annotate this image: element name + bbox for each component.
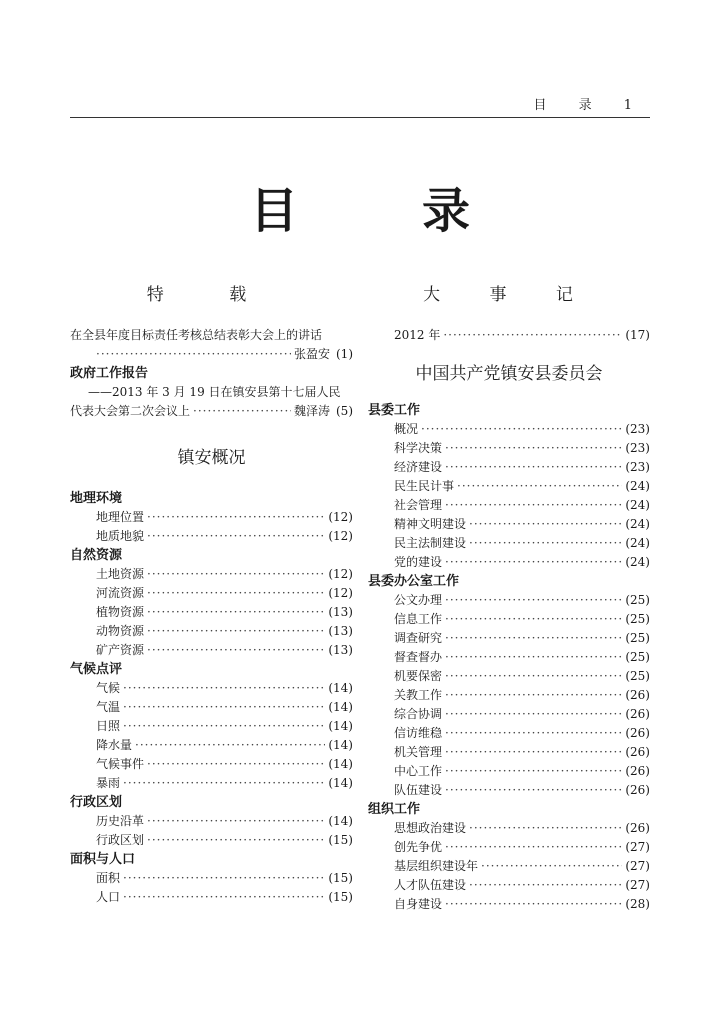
section-heading-party: 中国共产党镇安县委员会 xyxy=(415,364,603,384)
toc-page: (28) xyxy=(625,897,650,911)
toc-entry[interactable] xyxy=(70,622,353,641)
toc-entry[interactable] xyxy=(70,679,353,698)
toc-page: (14) xyxy=(328,700,353,714)
leader-dots xyxy=(469,876,622,895)
toc-right-column xyxy=(368,280,650,914)
toc-page: (15) xyxy=(328,871,353,885)
toc-category[interactable]: 气候点评 xyxy=(70,662,123,677)
toc-entry-text: 气候事件 xyxy=(96,757,145,771)
toc-entry-text: 信息工作 xyxy=(394,612,443,626)
toc-entry[interactable] xyxy=(368,534,650,553)
leader-dots xyxy=(445,781,622,800)
leader-dots xyxy=(445,496,622,515)
toc-category[interactable]: 组织工作 xyxy=(368,802,421,817)
leader-dots xyxy=(147,755,325,774)
toc-page: (26) xyxy=(625,745,650,759)
toc-entry-text: 地理位置 xyxy=(96,510,145,524)
toc-entry-text: 党的建设 xyxy=(394,555,443,569)
toc-entry-text: 关教工作 xyxy=(394,688,443,702)
toc-entry[interactable] xyxy=(70,755,353,774)
toc-entry[interactable] xyxy=(368,838,650,857)
toc-page: (24) xyxy=(625,536,650,550)
toc-entry-text: 气候 xyxy=(96,681,121,695)
toc-entry[interactable] xyxy=(368,819,650,838)
toc-entry-text: 民生民计事 xyxy=(394,479,455,493)
leader-dots xyxy=(147,603,325,622)
toc-page: (25) xyxy=(625,593,650,607)
toc-page: (24) xyxy=(625,479,650,493)
leader-dots xyxy=(445,667,622,686)
toc-entry-text: 人才队伍建设 xyxy=(394,878,467,892)
toc-category[interactable]: 地理环境 xyxy=(70,491,123,506)
toc-entry-text: 社会管理 xyxy=(394,498,443,512)
toc-entry-text: 经济建设 xyxy=(394,460,443,474)
toc-entry[interactable] xyxy=(368,420,650,439)
toc-entry-text: 植物资源 xyxy=(96,605,145,619)
leader-dots xyxy=(147,831,325,850)
toc-entry-text: 信访维稳 xyxy=(394,726,443,740)
toc-page: (12) xyxy=(328,567,353,581)
toc-entry[interactable] xyxy=(368,610,650,629)
toc-entry-gov-report-cont[interactable] xyxy=(70,402,353,421)
leader-dots xyxy=(421,420,622,439)
leader-dots xyxy=(147,565,325,584)
leader-dots xyxy=(445,762,622,781)
leader-dots xyxy=(445,895,622,914)
toc-entry-text: 调查研究 xyxy=(394,631,443,645)
toc-page: (27) xyxy=(625,878,650,892)
toc-entry-speech[interactable]: 在全县年度目标责任考核总结表彰大会上的讲话 xyxy=(70,328,323,342)
toc-page: (24) xyxy=(625,517,650,531)
leader-dots xyxy=(445,591,622,610)
toc-entry-text: 人口 xyxy=(96,890,121,904)
leader-dots xyxy=(445,458,622,477)
leader-dots xyxy=(445,553,622,572)
toc-entry[interactable] xyxy=(70,736,353,755)
toc-page: (26) xyxy=(625,783,650,797)
toc-page: (13) xyxy=(328,624,353,638)
toc-entry[interactable] xyxy=(70,812,353,831)
toc-page: (5) xyxy=(336,404,353,418)
toc-entry[interactable] xyxy=(368,705,650,724)
section-heading-overview: 镇安概况 xyxy=(177,448,246,468)
toc-page: (25) xyxy=(625,612,650,626)
toc-page: (15) xyxy=(328,833,353,847)
toc-entry-gov-report[interactable]: ——2013 年 3 月 19 日在镇安县第十七届人民 xyxy=(88,385,341,399)
toc-entry-text: 思想政治建设 xyxy=(394,821,467,835)
toc-category[interactable]: 自然资源 xyxy=(70,548,123,563)
leader-dots xyxy=(469,515,622,534)
toc-entry-text: 面积 xyxy=(96,871,121,885)
toc-page: (14) xyxy=(328,776,353,790)
toc-page: (12) xyxy=(328,529,353,543)
toc-left-groups xyxy=(70,489,353,907)
toc-page: (26) xyxy=(625,688,650,702)
toc-page: (23) xyxy=(625,441,650,455)
toc-category[interactable]: 行政区划 xyxy=(70,795,123,810)
toc-page: (14) xyxy=(328,719,353,733)
toc-entry-text: 历史沿革 xyxy=(96,814,145,828)
toc-entry-text: 创先争优 xyxy=(394,840,443,854)
leader-dots xyxy=(445,724,622,743)
toc-entry-text: 动物资源 xyxy=(96,624,145,638)
toc-entry[interactable] xyxy=(70,717,353,736)
leader-dots xyxy=(445,610,622,629)
toc-entry-text: 降水量 xyxy=(96,738,133,752)
toc-entry[interactable] xyxy=(70,584,353,603)
toc-page: (25) xyxy=(625,631,650,645)
leader-dots xyxy=(147,527,325,546)
leader-dots xyxy=(123,888,325,907)
toc-page: (12) xyxy=(328,510,353,524)
toc-entry[interactable] xyxy=(368,496,650,515)
toc-entry-text: 日照 xyxy=(96,719,121,733)
toc-page: (24) xyxy=(625,555,650,569)
toc-right-groups xyxy=(368,401,650,914)
toc-entry-text: 精神文明建设 xyxy=(394,517,467,531)
page-title-char-1: 目 xyxy=(250,183,299,239)
leader-dots xyxy=(445,648,622,667)
leader-dots xyxy=(445,629,622,648)
toc-entry-text: 民主法制建设 xyxy=(394,536,467,550)
leader-dots xyxy=(123,869,325,888)
toc-page: (23) xyxy=(625,422,650,436)
toc-entry[interactable] xyxy=(368,743,650,762)
toc-entry-text: 机要保密 xyxy=(394,669,443,683)
toc-entry-text: 机关管理 xyxy=(394,745,443,759)
toc-entry[interactable] xyxy=(70,831,353,850)
toc-entry-text: 气温 xyxy=(96,700,121,714)
toc-entry[interactable] xyxy=(368,458,650,477)
toc-entry[interactable] xyxy=(368,667,650,686)
toc-page: (26) xyxy=(625,707,650,721)
page-title-char-2: 录 xyxy=(422,183,471,239)
toc-page: (24) xyxy=(625,498,650,512)
toc-category-gov-report[interactable]: 政府工作报告 xyxy=(70,366,149,381)
toc-entry-text: 中心工作 xyxy=(394,764,443,778)
toc-entry-text: 队伍建设 xyxy=(394,783,443,797)
toc-category[interactable]: 县委办公室工作 xyxy=(368,574,460,589)
toc-entry[interactable] xyxy=(70,888,353,907)
toc-entry[interactable] xyxy=(368,591,650,610)
toc-entry[interactable] xyxy=(70,603,353,622)
leader-dots xyxy=(147,584,325,603)
toc-entry-text: 矿产资源 xyxy=(96,643,145,657)
toc-entry-text: 河流资源 xyxy=(96,586,145,600)
leader-dots xyxy=(445,705,622,724)
toc-page: (14) xyxy=(328,814,353,828)
toc-entry[interactable] xyxy=(368,648,650,667)
leader-dots xyxy=(481,857,622,876)
leader-dots xyxy=(123,698,325,717)
toc-entry-text: 地质地貌 xyxy=(96,529,145,543)
toc-page: (26) xyxy=(625,764,650,778)
toc-category[interactable]: 县委工作 xyxy=(368,403,421,418)
leader-dots xyxy=(445,838,622,857)
toc-entry-speech-cont[interactable] xyxy=(70,345,353,364)
leader-dots xyxy=(445,743,622,762)
toc-page: (27) xyxy=(625,840,650,854)
toc-entry-events-2012[interactable] xyxy=(368,326,650,345)
leader-dots xyxy=(123,774,325,793)
toc-entry[interactable] xyxy=(368,876,650,895)
toc-entry[interactable] xyxy=(368,477,650,496)
toc-entry-text: 科学决策 xyxy=(394,441,443,455)
leader-dots xyxy=(193,402,291,421)
toc-page: (17) xyxy=(625,328,650,342)
leader-dots xyxy=(147,508,325,527)
toc-entry[interactable] xyxy=(368,724,650,743)
toc-entry-text: 基层组织建设年 xyxy=(394,859,479,873)
toc-page: (26) xyxy=(625,821,650,835)
toc-page: (14) xyxy=(328,757,353,771)
leader-dots xyxy=(147,812,325,831)
toc-entry-text: 概况 xyxy=(394,422,419,436)
toc-page: (25) xyxy=(625,650,650,664)
toc-entry-text: 土地资源 xyxy=(96,567,145,581)
toc-entry[interactable] xyxy=(70,869,353,888)
toc-entry[interactable] xyxy=(70,565,353,584)
toc-entry[interactable] xyxy=(70,641,353,660)
toc-author: 张盈安 xyxy=(293,347,330,361)
toc-entry[interactable] xyxy=(368,762,650,781)
toc-author: 魏泽涛 xyxy=(293,404,330,418)
leader-dots xyxy=(469,534,622,553)
toc-entry[interactable] xyxy=(70,774,353,793)
toc-entry[interactable] xyxy=(368,553,650,572)
header-rule xyxy=(70,117,650,118)
toc-page: (1) xyxy=(336,347,353,361)
leader-dots xyxy=(457,477,622,496)
running-head: 目 录 1 xyxy=(533,98,646,113)
leader-dots xyxy=(443,326,622,345)
leader-dots xyxy=(123,679,325,698)
leader-dots xyxy=(445,686,622,705)
toc-entry[interactable] xyxy=(70,698,353,717)
toc-entry[interactable] xyxy=(368,439,650,458)
toc-entry[interactable] xyxy=(70,527,353,546)
toc-page: (26) xyxy=(625,726,650,740)
toc-page: (23) xyxy=(625,460,650,474)
toc-entry-text: 暴雨 xyxy=(96,776,121,790)
toc-left-column xyxy=(70,280,353,907)
toc-page: (14) xyxy=(328,738,353,752)
toc-entry[interactable] xyxy=(368,895,650,914)
toc-page: (13) xyxy=(328,605,353,619)
leader-dots xyxy=(96,345,291,364)
toc-entry-text: 综合协调 xyxy=(394,707,443,721)
toc-entry[interactable] xyxy=(368,686,650,705)
toc-page: (14) xyxy=(328,681,353,695)
leader-dots xyxy=(445,439,622,458)
leader-dots xyxy=(469,819,622,838)
toc-entry-text: 行政区划 xyxy=(96,833,145,847)
leader-dots xyxy=(135,736,325,755)
toc-entry-text: 代表大会第二次会议上 xyxy=(70,404,191,418)
toc-page: (15) xyxy=(328,890,353,904)
toc-entry-text: 公文办理 xyxy=(394,593,443,607)
toc-page: (25) xyxy=(625,669,650,683)
section-heading-events: 大 事 记 xyxy=(423,285,595,305)
toc-entry[interactable] xyxy=(70,508,353,527)
toc-category[interactable]: 面积与人口 xyxy=(70,852,136,867)
toc-page: (13) xyxy=(328,643,353,657)
section-heading-special: 特 载 xyxy=(146,285,277,305)
toc-entry[interactable] xyxy=(368,857,650,876)
toc-page: (27) xyxy=(625,859,650,873)
leader-dots xyxy=(147,641,325,660)
leader-dots xyxy=(147,622,325,641)
toc-entry[interactable] xyxy=(368,781,650,800)
toc-entry[interactable] xyxy=(368,515,650,534)
toc-page: (12) xyxy=(328,586,353,600)
toc-entry-text: 督查督办 xyxy=(394,650,443,664)
toc-entry-text: 自身建设 xyxy=(394,897,443,911)
toc-entry-text: 2012 年 xyxy=(394,328,441,342)
leader-dots xyxy=(123,717,325,736)
toc-entry[interactable] xyxy=(368,629,650,648)
